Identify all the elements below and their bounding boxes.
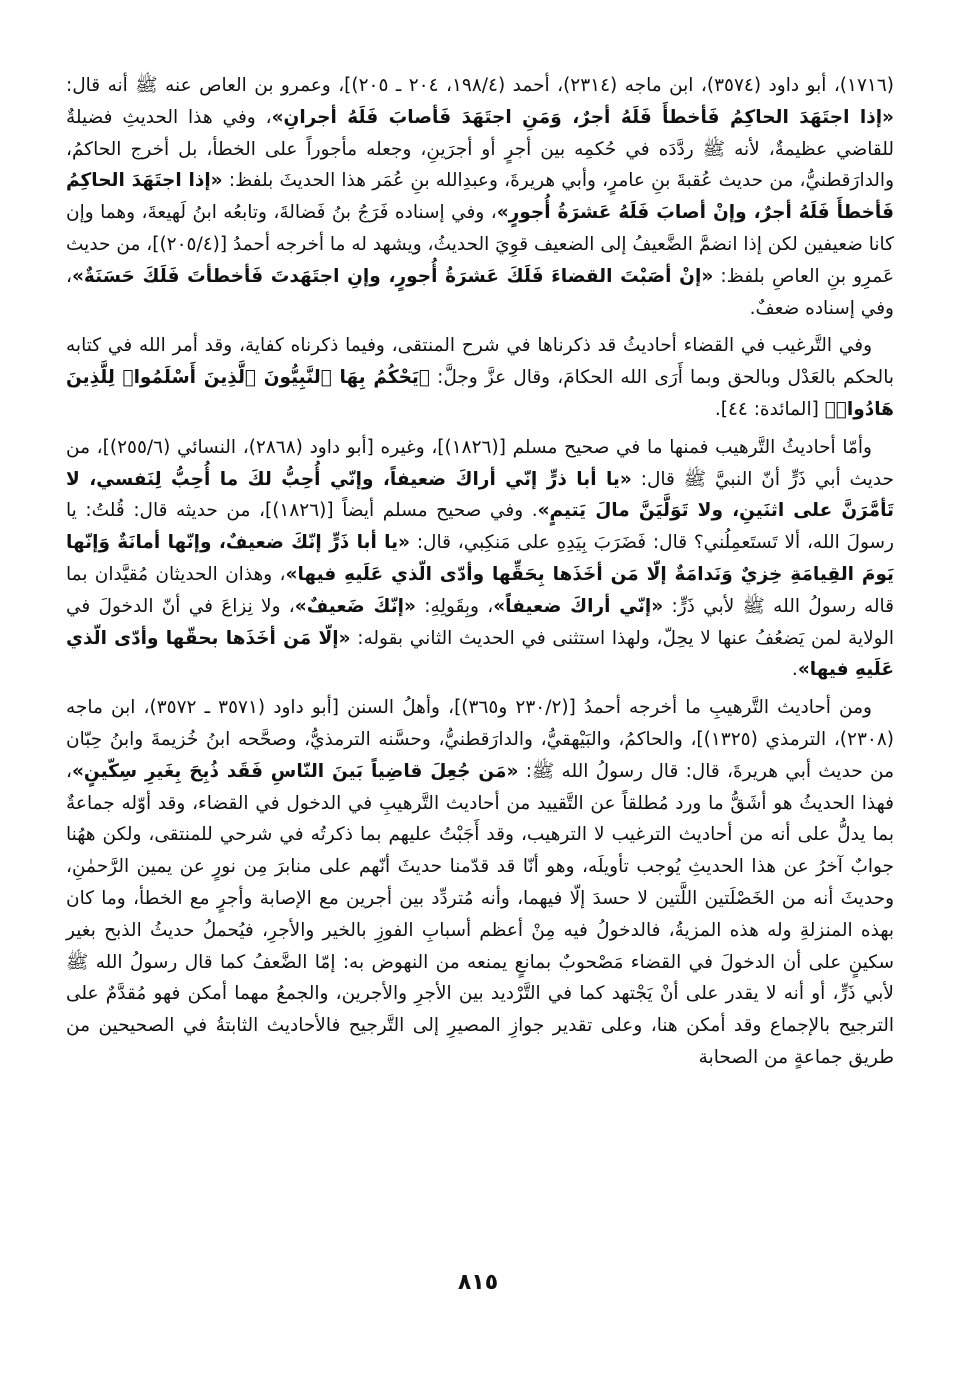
quoted-text: «يا أبا ذَرٍّ إنّكَ ضعيفٌ، وإنّها أمانَةٌ وَإنّها يَومَ القِيامَةِ خِزيٌ وَنَدامَةٌ إلّا مَن أخَذَها بِحَقِّها وأدّى الّذي عَلَيهِ فيها» [66, 532, 895, 585]
paragraph-3 [66, 432, 894, 686]
page-number: ٨١٥ [457, 1270, 499, 1295]
body-text: ، ولا نِزاعَ في أنّ الدخولَ في الولاية لمن يَضعُفُ عنها لا يحِلّ، ولهذا استثنى في الحديث الثاني بقوله: [66, 595, 895, 649]
body-text: ، وفي هذا الحديثِ فضيلةٌ للقاضي عظيمةٌ، لأنه ﷺ ردَّدَه في حُكمِه بين أجرٍ أو أجرَينِ، وجعله مأجوراً على الخطأ، بل أخرج الحاكمُ، والدارَقطنيُّ، من حديث عُقبةَ بنِ عامرٍ، وأبي هريرةَ، وعبدِالله بنِ عُمَر هذا الحديثَ بلفظ: [66, 106, 894, 192]
body-text: . [791, 659, 798, 681]
quoted-text: «إنْ أصَبْتَ القضاءَ فَلَكَ عَشرَةُ أُجورٍ، وإنِ اجتَهَدتَ فَأخطأتَ فَلَكَ حَسَنَةٌ» [71, 265, 714, 287]
quoted-text: «إذا اجتَهَدَ الحاكِمُ فَأخطأَ فَلَهُ أجرٌ، وإنْ أصابَ فَلَهُ عَشرَةُ أُجورٍ» [66, 170, 894, 224]
quoted-text: «إنّي أراكَ ضعيفاً» [493, 595, 664, 617]
body-text: [المائدة: ٤٤]. [714, 398, 825, 420]
quoted-text: «إذا اجتَهَدَ الحاكِمُ فَأخطأَ فَلَهُ أجرٌ، وَمَنِ اجتَهَدَ فَأصابَ فَلَهُ أجرانِ» [271, 106, 894, 128]
body-text: ، وفي إسناده ضعفٌ. [66, 265, 894, 319]
quoted-text: ﴿يَحْكُمُ بِهَا ٱلنَّبِيُّونَ ٱلَّذِينَ أَسْلَمُوا۟ لِلَّذِينَ هَادُوا۟﴾ [66, 367, 894, 420]
body-text: وأمّا أحاديثُ التَّرهيب فمنها ما في صحيح مسلم [(١٨٢٦)]، وغيره [أبو داود (٢٨٦٨)، النسائي (٢٥٥/٦)]، من حديث أبي ذَرٍّ أنّ النبيَّ ﷺ قال: [66, 436, 894, 490]
body-text: ، فهذا الحديثُ هو أشَقُّ ما ورد مُطلقاً عن التَّقييد من أحاديث التَّرهيبِ في الدخول في القضاء، وقد أوّله جماعةٌ بما يدلُّ على أنه من أحاديث الترغيب لا الترهيب، وقد أَجَبْتُ عليهم بما ذكرتُه في شرحي للمنتقى، ولكن ههُنا جوابٌ آخرُ عن هذا الحديثِ يُوجب تأويلَه، وهو أنّا قد قدّمنا حديثَ أنّهم على منابرَ مِن نورٍ عن يمين الرَّحمٰنِ، وحديثَ أنه من الخَصْلَتين اللَّتين لا حسدَ إلّا فيهما، وأنه مُتردِّد بين أجرين مع الإصابة وأجرٍ مع الخطأ، وما كان بهذه المنزلةِ وله هذه المزيةُ، فالدخولُ فيه مِنْ أعظم أسبابِ الفوزِ بالخير والأجرِ، فيُحملُ حديثُ الذبح بغير سكينٍ على أن الدخولَ في القضاء مَصْحوبٌ بمانعٍ يمنعه من النهوض به: إمّا الضَّعفُ كما قال رسولُ الله ﷺ لأبي ذَرٍّ، أو أنه لا يقدر على أنْ يَجْتهد كما في التَّرْديد بين الأجرِ والأجرين، والجمعُ مهما أمكن فهو مُقدَّمٌ على الترجيح بالإجماع وقد أمكن هنا، وعلى تقدير جوازِ المصيرِ إلى التَّرجيح فالأحاديث الثابتةُ في الصحيحين من طريق جماعةٍ من الصحابة [66, 760, 894, 1068]
quoted-text: «مَن جُعِلَ قاضِياً بَينَ النّاسِ فَقَد ذُبِحَ بِغَيرِ سِكّينٍ» [71, 760, 519, 782]
body-text: . وفي صحيح مسلم أيضاً [(١٨٢٦)]، من حديثه قال: قُلتُ: يا رسولَ الله، ألا تَستَعمِلُني؟ قال: فَضَرَبَ بِيَدِهِ على مَنكِبي، قال: [66, 500, 894, 554]
body-text: ومن أحاديث التَّرهيبِ ما أخرجه أحمدُ [(٢٣٠/٢ و٣٦٥)]، وأهلُ السنن [أبو داود (٣٥٧١ ـ ٣٥٧٢)، ابن ماجه (٢٣٠٨)، الترمذي (١٣٢٥)]، والحاكمُ، والبَيْهقيُّ، والدارَقطنيُّ، وحسَّنه الترمذيُّ، وصحَّحه ابنُ خُزيمةَ وابنُ حِبّان من حديث أبي هريرةَ، قال: قال رسولُ الله ﷺ: [66, 697, 895, 782]
quoted-text: «إلّا مَن أخَذَها بحقّها وأدّى الّذي عَلَيهِ فيها» [66, 627, 894, 681]
body-text: ، وبِقَولِهِ: [415, 595, 494, 617]
paragraph-2 [66, 330, 894, 425]
body-text: وفي التَّرغيب في القضاء أحاديثُ قد ذكرناها في شرح المنتقى، وفيما ذكرناه كفاية، وقد أمر الله في كتابه بالحكم بالعَدْل وبالحق وبما أَرَى الله الحكامَ، وقال عزَّ وجلَّ: [66, 335, 894, 389]
paragraph-1 [66, 70, 894, 324]
quoted-text: «يا أبا ذرٍّ إنّي أراكَ ضعيفاً، وإنّي أُحِبُّ لكَ ما أُحِبُّ لِنَفسي، لا تَأمَّرَنَّ على اثنَينِ، ولا تَوَلَّيَنَّ مالَ يَتيمٍ» [66, 468, 894, 522]
body-text: ، وفي إسناده فَرَجُ بنُ فَضالةَ، وتابعُه ابنُ لَهيعةَ، وهما وإن كانا ضعيفين لكن إذا انضمَّ الضَّعيفُ إلى الضعيف قوِيَ الحديثُ، ويشهد له ما أخرجه أحمدُ [(٢٠٥/٤)]، من حديث عَمرِو بنِ العاصِ بلفظ: [66, 202, 895, 287]
paragraph-4 [66, 692, 894, 1074]
quoted-text: «إنّكَ ضَعيفٌ» [294, 595, 416, 617]
page-body [66, 70, 894, 1074]
body-text: ، وهذان الحديثان مُقيَّدان بما قاله رسولُ الله ﷺ لأبي ذَرٍّ: [66, 563, 894, 617]
body-text: (١٧١٦)، أبو داود (٣٥٧٤)، ابن ماجه (٢٣١٤)، أحمد (١٩٨/٤، ٢٠٤ ـ ٢٠٥)]، وعمرو بن العاص عنه ﷺ أنه قال: [66, 75, 894, 96]
